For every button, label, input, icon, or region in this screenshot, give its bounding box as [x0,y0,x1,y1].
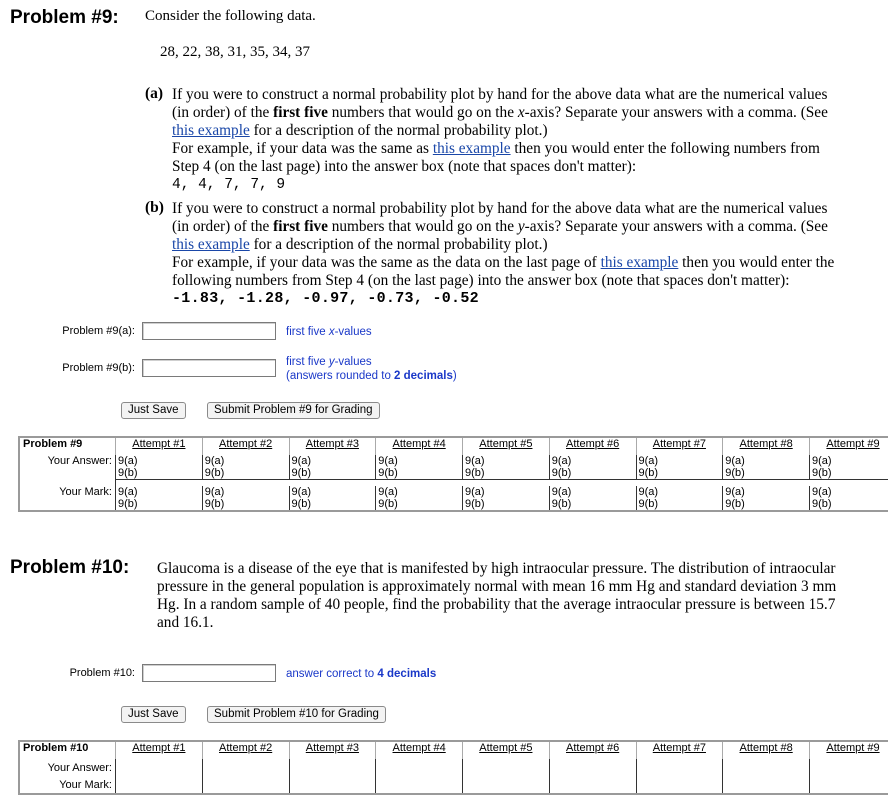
table-header-row [19,437,888,455]
attempt-7-header[interactable]: Attempt #7 [636,741,723,759]
problem-10-line: Hg. In a random sample of 40 people, find the probability that the average intraocular pressure is between 15.7 [157,596,836,613]
submit-problem-9-button[interactable]: Submit Problem #9 for Grading [207,402,380,419]
answer-cell: 9(a) 9(b) [810,455,888,480]
table-header-problem: Problem #9 [23,438,83,450]
attempt-7-header[interactable]: Attempt #7 [636,437,723,455]
mark-cell: 9(a) 9(b) [463,486,550,511]
attempt-9-header[interactable]: Attempt #9 [810,741,888,759]
part-a-line-4: For example, if your data was the same as this example then you would enter the following numbers from [172,140,820,157]
answer-cell: 9(a) 9(b) [463,455,550,480]
problem-10-line: pressure in the general population is approximately normal with mean 16 mm Hg and standard deviation 3 mm [157,578,837,595]
submit-problem-10-button[interactable]: Submit Problem #10 for Grading [207,706,386,723]
input-9a-label: Problem #9(a): [62,325,135,337]
hint-9b: first five y-values (answers rounded to 2 decimals) [286,356,457,382]
part-b-example-link-1[interactable]: this example [172,236,250,253]
part-b-example-values: -1.83, -1.28, -0.97, -0.73, -0.52 [172,290,479,307]
problem-9-intro: Consider the following data. [145,8,316,24]
attempt-8-header[interactable]: Attempt #8 [723,741,810,759]
part-b-line-3: this example for a description of the normal probability plot.) [172,236,548,253]
part-b-line-5: following numbers from Step 4 (on the last page) into the answer box (note that spaces don't matter): [172,272,790,289]
answer-9a-input[interactable] [142,322,276,340]
table-header-row [19,741,888,759]
attempt-5-header[interactable]: Attempt #5 [463,741,550,759]
part-a-example-link-2[interactable]: this example [432,140,511,157]
attempt-3-header[interactable]: Attempt #3 [289,741,376,759]
part-b-example-link-2[interactable]: this example [600,254,679,271]
problem-9-data: 28, 22, 38, 31, 35, 34, 37 [160,44,310,60]
your-answer-label: Your Answer: [47,455,112,467]
problem-10-text [157,560,877,632]
part-a-example-link-1[interactable]: this example [172,122,250,139]
problem-9-title: Problem #9: [10,7,119,28]
part-a-text [172,86,877,194]
attempt-8-header[interactable]: Attempt #8 [723,437,810,455]
attempt-6-header[interactable]: Attempt #6 [549,741,636,759]
problem-10-title: Problem #10: [10,557,130,578]
part-a-label: (a) [145,85,164,102]
just-save-9-button[interactable]: Just Save [121,402,186,419]
part-b-line-4: For example, if your data was the same as the data on the last page of this example then you would enter the [172,254,835,271]
your-mark-label: Your Mark: [59,485,112,498]
your-mark-label: Your Mark: [59,779,112,791]
mark-cell: 9(a) 9(b) [723,486,810,511]
mark-cell: 9(a) 9(b) [810,486,888,511]
hint-10: answer correct to 4 decimals [286,668,437,680]
mark-cell: 9(a) 9(b) [116,486,203,511]
answer-9b-input[interactable] [142,359,276,377]
part-a-line-5: Step 4 (on the last page) into the answer box (note that spaces don't matter): [172,158,637,175]
mark-cell: 9(a) 9(b) [202,486,289,511]
part-b-line-2: (in order) of the first five numbers that would go on the y-axis? Separate your answers with a comma. (See [172,218,828,235]
just-save-10-button[interactable]: Just Save [121,706,186,723]
answer-10-input[interactable] [142,664,276,682]
input-9b-label: Problem #9(b): [62,362,135,374]
attempt-6-header[interactable]: Attempt #6 [549,437,636,455]
attempt-9-header[interactable]: Attempt #9 [810,437,888,455]
your-mark-row [19,486,888,511]
part-a-line-2: (in order) of the first five numbers that would go on the x-axis? Separate your answers with a comma. (See [172,104,828,121]
attempt-3-header[interactable]: Attempt #3 [289,437,376,455]
mark-cell: 9(a) 9(b) [376,486,463,511]
mark-cell: 9(a) 9(b) [289,486,376,511]
attempt-2-header[interactable]: Attempt #2 [202,437,289,455]
answer-cell: 9(a) 9(b) [116,455,203,480]
answer-cell: 9(a) 9(b) [636,455,723,480]
input-10-label: Problem #10: [69,667,135,679]
hint-9a: first five x-values [286,326,372,338]
your-answer-row [19,455,888,480]
part-b-line-1: If you were to construct a normal probability plot by hand for the above data what are the numerical values [172,200,828,217]
your-answer-label: Your Answer: [47,762,112,774]
attempt-1-header[interactable]: Attempt #1 [116,437,203,455]
part-b-text [172,200,877,308]
problem-10-line: Glaucoma is a disease of the eye that is manifested by high intraocular pressure. The distribution of intraocular [157,560,836,577]
attempt-4-header[interactable]: Attempt #4 [376,741,463,759]
your-mark-row [19,777,888,794]
mark-cell: 9(a) 9(b) [636,486,723,511]
part-a-line-3: this example for a description of the normal probability plot.) [172,122,548,139]
attempt-5-header[interactable]: Attempt #5 [463,437,550,455]
problem-9-attempts-table [18,436,888,512]
problem-10-line: and 16.1. [157,614,214,631]
table-header-problem: Problem #10 [23,742,89,754]
mark-cell: 9(a) 9(b) [549,486,636,511]
part-a-example-values: 4, 4, 7, 7, 9 [172,177,286,193]
your-answer-row [19,759,888,777]
part-b-label: (b) [145,199,164,216]
answer-cell: 9(a) 9(b) [289,455,376,480]
answer-cell: 9(a) 9(b) [549,455,636,480]
attempt-1-header[interactable]: Attempt #1 [116,741,203,759]
attempt-4-header[interactable]: Attempt #4 [376,437,463,455]
answer-cell: 9(a) 9(b) [376,455,463,480]
attempt-2-header[interactable]: Attempt #2 [202,741,289,759]
answer-cell: 9(a) 9(b) [202,455,289,480]
answer-cell: 9(a) 9(b) [723,455,810,480]
part-a-line-1: If you were to construct a normal probability plot by hand for the above data what are the numerical values [172,86,828,103]
problem-10-attempts-table [18,740,888,795]
